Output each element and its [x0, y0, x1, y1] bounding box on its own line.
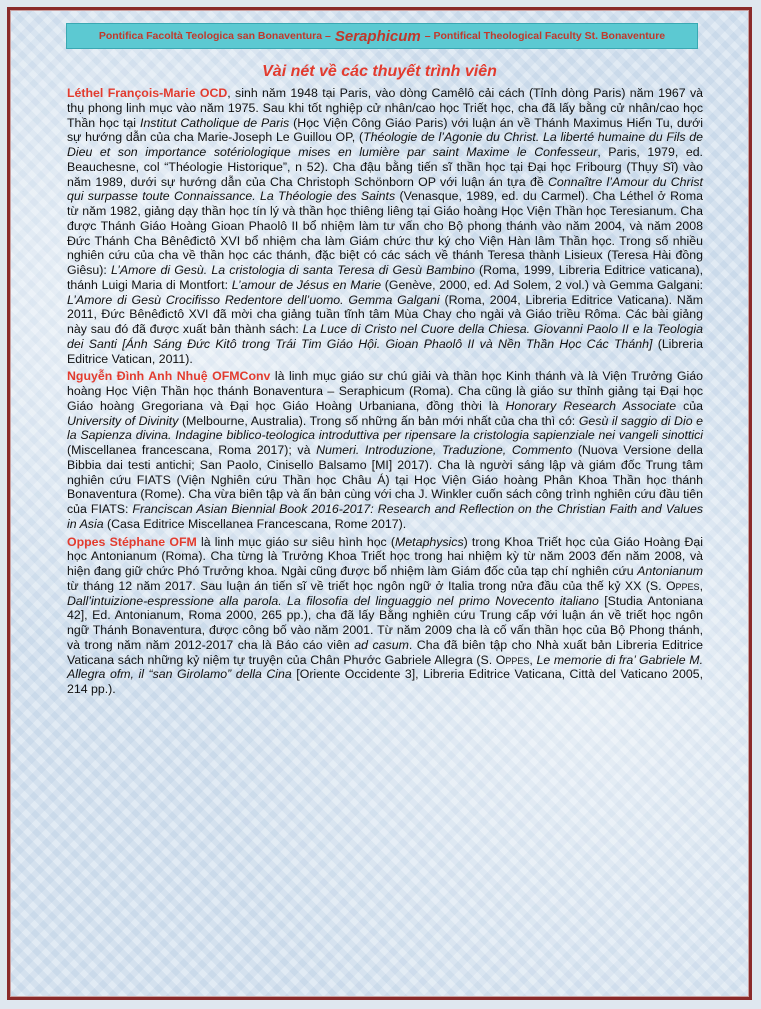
bio-italic-text: Metaphysics [395, 534, 464, 549]
bio-text: (Học Viện Công Giáo Paris) với luận án về Thánh Maximus Hiển Tu, dưới sự hướng dẫn của cha Marie-Joseph Le Guillou OP, ( [67, 115, 703, 145]
bio-text: (Casa Editrice Miscellanea Francescana, Rome 2017). [103, 516, 407, 531]
bio-text: (Miscellanea francescana, Roma 2017); và [67, 443, 317, 457]
bio-text: . Cha đã biên tập cho Nhà xuất bản Libreria Editrice Vaticana sách những kỷ niệm tự truyện của Chân Phước Gabriele Allegra (S. [67, 637, 703, 667]
bio-text: (Melbourne, Australia). Trong số những ấn bản mới nhất của cha thì có: [178, 413, 579, 428]
bio-italic-text: L’amour de Jésus en Marie [231, 277, 382, 292]
speaker-name: Léthel François-Marie OCD [67, 86, 228, 100]
bio-italic-text: Institut Catholique de Paris [140, 115, 290, 130]
bio-italic-text: University of Divinity [67, 413, 179, 428]
bio-paragraph [67, 369, 703, 531]
header-right-text: – Pontifical Theological Faculty St. Bonaventure [424, 30, 666, 42]
bio-paragraph [67, 86, 703, 366]
bio-text: (Nuova Versione della Bibbia dai testi antichi; San Paolo, Cinisello Balsamo [MI] 2017). Cha là người sáng lập và giám đốc Trung tâm nghiên cứu FIATS (Viện Nghiên cứu Thần học Châu Á) tại Học Viện Giáo hoàng Phân Khoa Thần học thánh Bonaventura (Rome). Cha vừa biên tập và ấn bản cùng với cha J. Winkler cuốn sách công trình nghiên cứu đầu tiên của FIATS: [67, 443, 703, 516]
bio-italic-text: Théologie de l’Agonie du Christ. La liberté humaine du Fils de Dieu et son importance sotériologique mises en lumière par saint Maxime le Confesseur [67, 130, 703, 159]
bio-text: Oppes [665, 578, 700, 593]
bio-text: (Venasque, 1989, ed. du Carmel). Cha Léthel ở Roma từ năm 1982, giảng dạy thần học tín lý và thần học thiêng liêng tại Giáo hoàng Học Viện Thần học Teresianum. Cha được Thánh Giáo Hoàng Gioan Phaolô II bổ nhiệm làm tư vấn cho Bộ phong thánh vào năm 2004, và năm 2008 Đức Thánh Cha Bênêđictô XVI bổ nhiệm cha làm Giám chức thư ký cho Viện Hàn lâm Thần học. Trong số nhiều nghiên cứu của cha về thần học các thánh, đặc biệt có các sách về thánh Teresa thành Lisieux (Teresa Hài đồng Giêsu): [67, 189, 703, 277]
bio-text: (Libreria Editrice Vatican, 2011). [67, 336, 703, 366]
bio-italic-text: Gesù il saggio di Dio e la Sapienza divina. Indagine biblico-teologica introduttiva per ripensare la cristologia sapienziale nei vangeli sinottici [67, 413, 703, 443]
bio-text: từ tháng 12 năm 2017. Sau luận án tiến sĩ về triết học ngôn ngữ ở Italia trong nửa đầu của thế kỷ XX (S. [67, 578, 666, 593]
bio-text: , [529, 652, 537, 667]
bio-text: ) trong Khoa Triết học của Giáo Hoàng Đại học Antonianum (Roma). Cha từng là Trưởng Khoa Triết học trong hai nhiệm kỳ từ năm 2003 đến năm 2008, và hiện đang giữ chức Phó Trưởng khoa. Ngài cũng được bổ nhiệm làm Giám đốc của tạp chí nghiên cứu [67, 534, 703, 578]
header-center-text: Seraphicum [334, 27, 421, 45]
bio-italic-text: Dall’intuizione-espressione alla parola. La filosofia del linguaggio nel primo Novecento italiano [67, 593, 599, 608]
bio-italic-text: Le memorie di fra’ Gabriele M. Allegra ofm, il “san Girolamo” della Cina [67, 652, 703, 682]
bio-text: Oppes [495, 652, 530, 667]
bio-italic-text: Antonianum [637, 564, 703, 578]
bio-text: [Oriente Occidente 3], Libreria Editrice Vaticana, Città del Vaticano 2005, 214 pp.). [67, 667, 704, 696]
bio-italic-text: L’Amore di Gesù Crocifisso Redentore dell’uomo. Gemma Galgani [67, 292, 440, 307]
bio-content [67, 86, 703, 700]
bio-italic-text: Honorary Research Associate [505, 398, 677, 413]
bio-italic-text: Franciscan Asian Biennial Book 2016-2017: Research and Reflection on the Christian Faith and Values in Asia [67, 502, 703, 531]
bio-text: (Roma, 1999, Libreria Editrice vaticana), thánh Luigi Maria di Montfort: [67, 263, 703, 292]
bio-italic-text: Connaître l’Amour du Christ qui surpasse toute Connaissance. La Théologie des Saints [67, 174, 703, 204]
bio-text: , sinh năm 1948 tại Paris, vào dòng Camêlô cải cách (Tỉnh dòng Paris) năm 1967 và thụ phong linh mục vào năm 1975. Sau khi tốt nghiệp cử nhân/cao học Triết học, cha đã lấy bằng cử nhân/cao học Thần học tại [67, 86, 703, 130]
bio-text: [Studia Antoniana 42], Ed. Antonianum, Roma 2000, 265 pp.), cha đã lấy Bằng nghiên cứu Trung cấp với luận án về triết học ngôn ngữ Thánh Bonaventura, được công bố vào năm 2001. Từ năm 2009 cha là cố vấn thần học của Bộ Phong thánh, và trong năm năm 2012-2017 cha là Báo cáo viên [67, 593, 703, 652]
speaker-name: Nguyễn Đình Anh Nhuệ OFMConv [67, 369, 271, 384]
page-frame [7, 7, 752, 1000]
bio-text: là linh mục giáo sư siêu hình học ( [196, 534, 396, 549]
bio-italic-text: Numeri. Introduzione, Traduzione, Commento [316, 443, 573, 457]
bio-text: của [676, 398, 703, 413]
bio-text: (Genève, 2000, ed. Ad Solem, 2 vol.) và Gemma Galgani: [381, 277, 704, 292]
bio-text: , [699, 578, 703, 593]
bio-italic-text: La Luce di Cristo nel Cuore della Chiesa. Giovanni Paolo II e la Teologia dei Santi [Ánh Sáng Đức Kitô trong Trái Tim Giáo Hội. Gioan Phaolô II và Nền Thần Học Các Thánh] [67, 322, 703, 351]
header-left-text: Pontifica Facoltà Teologica san Bonaventura – [98, 30, 331, 42]
bio-italic-text: L’Amore di Gesù. La cristologia di santa Teresa di Gesù Bambino [110, 263, 475, 277]
speaker-name: Oppes Stéphane OFM [67, 534, 197, 549]
bio-paragraph [67, 535, 703, 697]
header-banner [66, 23, 698, 49]
bio-text: là linh mục giáo sư chú giải và thần học Kinh thánh và là Viện Trưởng Giáo hoàng Học Viện Thần học thánh Bonaventura – Seraphicum (Roma). Cha cũng là giáo sư thỉnh giảng tại Đại học Giáo hoàng Gregoriana và Đại học Giáo Hoàng Urbaniana, đồng thời là [67, 369, 703, 413]
bio-text: , Paris, 1979, ed. Beauchesne, col “Théologie Historique”, n 52). Cha đậu bằng tiến sĩ thần học tại Đại học Fribourg (Thụy Sĩ) vào năm 1989, dưới sự hướng dẫn của Cha Christoph Schönborn OP với luận án tựa đề [67, 145, 703, 189]
bio-italic-text: ad casum [354, 637, 409, 652]
page-title: Vài nét về các thuyết trình viên [262, 63, 497, 80]
bio-text: (Roma, 2004, Libreria Editrice Vaticana). Năm 2011, Đức Bênêđictô XVI đã mời cha giảng tuần tĩnh tâm Mùa Chay cho ngài và Giáo triều Rôma. Các bài giảng này sau đó đã được xuất bản thành sách: [67, 292, 703, 336]
